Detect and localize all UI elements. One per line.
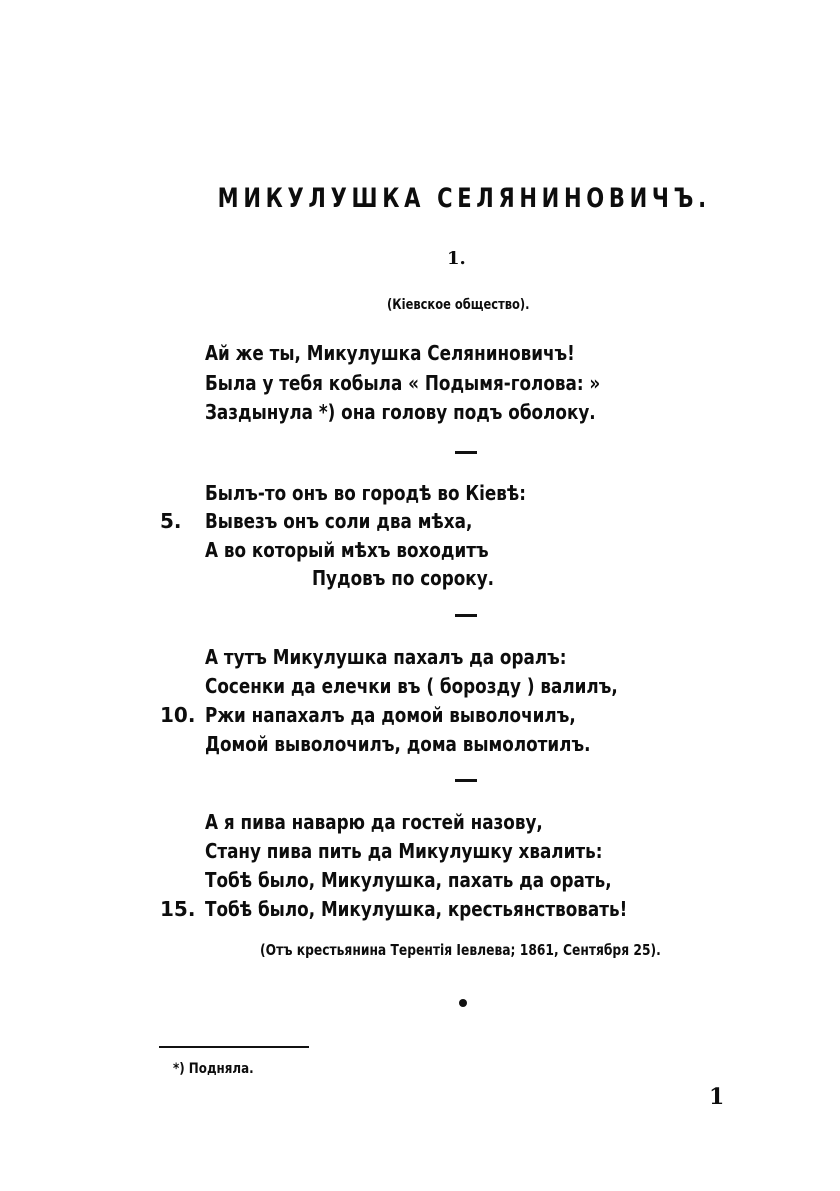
stanza-divider xyxy=(455,779,477,782)
verse-line: Ай же ты, Микулушка Селяниновичъ! xyxy=(205,341,575,365)
stanza-divider xyxy=(455,451,477,454)
footnote: *) Подняла. xyxy=(173,1061,254,1077)
verse-line: Пудовъ по сороку. xyxy=(312,566,495,590)
verse-line: Была у тебя кобыла « Подымя-голова: » xyxy=(205,371,601,395)
line-number: 15. xyxy=(160,897,196,921)
section-number: 1. xyxy=(447,248,466,269)
end-ornament xyxy=(459,999,467,1007)
verse-line: Заздынула *) она голову подъ оболоку. xyxy=(205,400,596,424)
verse-line: Ржи напахалъ да домой выволочилъ, xyxy=(205,703,576,727)
verse-line: А я пива наварю да гостей назову, xyxy=(205,810,543,834)
subtitle: (Кіевское общество). xyxy=(387,297,530,313)
source-attribution: (Отъ крестьянина Терентія Іевлева; 1861, Сентября 25). xyxy=(260,941,661,959)
verse-line: Домой выволочилъ, дома вымолотилъ. xyxy=(205,732,591,756)
verse-line: Тобѣ было, Микулушка, крестьянствовать! xyxy=(205,897,628,921)
verse-line: Былъ-то онъ во городѣ во Кіевѣ: xyxy=(205,481,526,505)
verse-line: Стану пива пить да Микулушку хвалить: xyxy=(205,839,603,863)
verse-line: А тутъ Микулушка пахалъ да оралъ: xyxy=(205,645,567,669)
page-number: 1 xyxy=(709,1084,725,1110)
line-number: 10. xyxy=(160,703,196,727)
page-title: МИКУЛУШКА СЕЛЯНИНОВИЧЪ. xyxy=(217,183,711,214)
line-number: 5. xyxy=(160,509,182,533)
footnote-rule xyxy=(159,1046,309,1048)
verse-line: Вывезъ онъ соли два мѣха, xyxy=(205,509,473,533)
verse-line: Тобѣ было, Микулушка, пахать да орать, xyxy=(205,868,612,892)
stanza-divider xyxy=(455,614,477,617)
verse-line: Сосенки да елечки въ ( борозду ) валилъ, xyxy=(205,674,618,698)
verse-line: А во который мѣхъ воходитъ xyxy=(205,538,489,562)
